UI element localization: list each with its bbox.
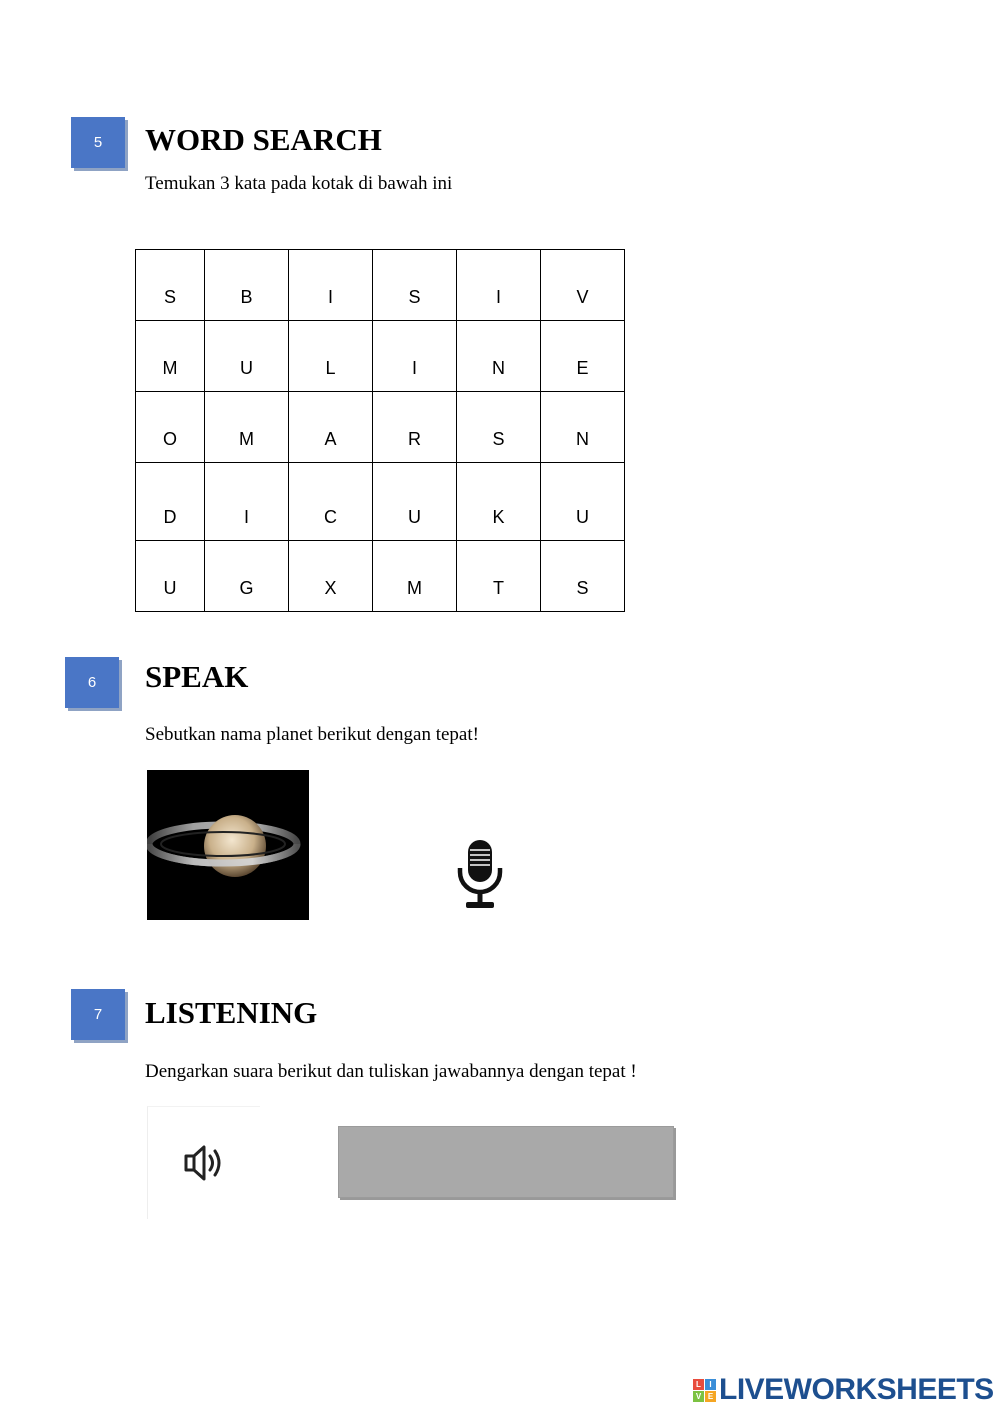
logo-letter-tile: I xyxy=(705,1379,716,1390)
audio-play-button[interactable] xyxy=(147,1106,260,1219)
word-search-cell[interactable]: S xyxy=(373,250,457,321)
word-search-cell[interactable]: U xyxy=(541,463,625,541)
word-search-cell[interactable]: K xyxy=(457,463,541,541)
word-search-cell[interactable]: X xyxy=(289,541,373,612)
liveworksheets-logo-mark xyxy=(693,1379,716,1402)
liveworksheets-logo xyxy=(693,1372,994,1408)
saturn-planet-image xyxy=(147,770,309,920)
answer-input-box[interactable] xyxy=(338,1126,674,1198)
word-search-cell[interactable]: I xyxy=(373,321,457,392)
logo-letter-tile: V xyxy=(693,1391,704,1402)
word-search-cell[interactable]: M xyxy=(136,321,205,392)
word-search-cell[interactable]: E xyxy=(541,321,625,392)
word-search-cell[interactable]: O xyxy=(136,392,205,463)
microphone-icon xyxy=(455,838,505,910)
section-title-speak: SPEAK xyxy=(145,659,249,694)
word-search-cell[interactable]: A xyxy=(289,392,373,463)
word-search-cell[interactable]: N xyxy=(541,392,625,463)
section-instruction-listening: Dengarkan suara berikut dan tuliskan jawabannya dengan tepat ! xyxy=(145,1061,637,1082)
section-title-listening: LISTENING xyxy=(145,995,318,1030)
word-search-cell[interactable]: R xyxy=(373,392,457,463)
microphone-record-button[interactable] xyxy=(455,838,505,910)
speaker-icon xyxy=(182,1141,226,1185)
section-instruction-word-search: Temukan 3 kata pada kotak di bawah ini xyxy=(145,173,453,194)
section-number-6: 6 xyxy=(65,657,119,708)
section-number-7: 7 xyxy=(71,989,125,1040)
word-search-cell[interactable]: U xyxy=(136,541,205,612)
logo-letter-tile: E xyxy=(705,1391,716,1402)
word-search-cell[interactable]: I xyxy=(205,463,289,541)
word-search-cell[interactable]: C xyxy=(289,463,373,541)
word-search-cell[interactable]: S xyxy=(541,541,625,612)
section-number-5: 5 xyxy=(71,117,125,168)
word-search-cell[interactable]: I xyxy=(457,250,541,321)
word-search-grid xyxy=(135,249,625,612)
word-search-cell[interactable]: I xyxy=(289,250,373,321)
word-search-cell[interactable]: V xyxy=(541,250,625,321)
word-search-row xyxy=(136,541,625,612)
word-search-cell[interactable]: N xyxy=(457,321,541,392)
word-search-row xyxy=(136,250,625,321)
word-search-row xyxy=(136,392,625,463)
word-search-cell[interactable]: S xyxy=(457,392,541,463)
word-search-cell[interactable]: S xyxy=(136,250,205,321)
word-search-cell[interactable]: L xyxy=(289,321,373,392)
word-search-cell[interactable]: T xyxy=(457,541,541,612)
liveworksheets-brand-text: LIVEWORKSHEETS xyxy=(719,1373,994,1406)
word-search-cell[interactable]: D xyxy=(136,463,205,541)
logo-letter-tile: L xyxy=(693,1379,704,1390)
word-search-cell[interactable]: M xyxy=(205,392,289,463)
word-search-cell[interactable]: G xyxy=(205,541,289,612)
word-search-row xyxy=(136,463,625,541)
word-search-cell[interactable]: U xyxy=(373,463,457,541)
section-instruction-speak: Sebutkan nama planet berikut dengan tepat! xyxy=(145,724,479,745)
word-search-row xyxy=(136,321,625,392)
word-search-cell[interactable]: M xyxy=(373,541,457,612)
word-search-cell[interactable]: U xyxy=(205,321,289,392)
word-search-cell[interactable]: B xyxy=(205,250,289,321)
section-title-word-search: WORD SEARCH xyxy=(145,122,382,157)
saturn-icon xyxy=(147,770,309,920)
